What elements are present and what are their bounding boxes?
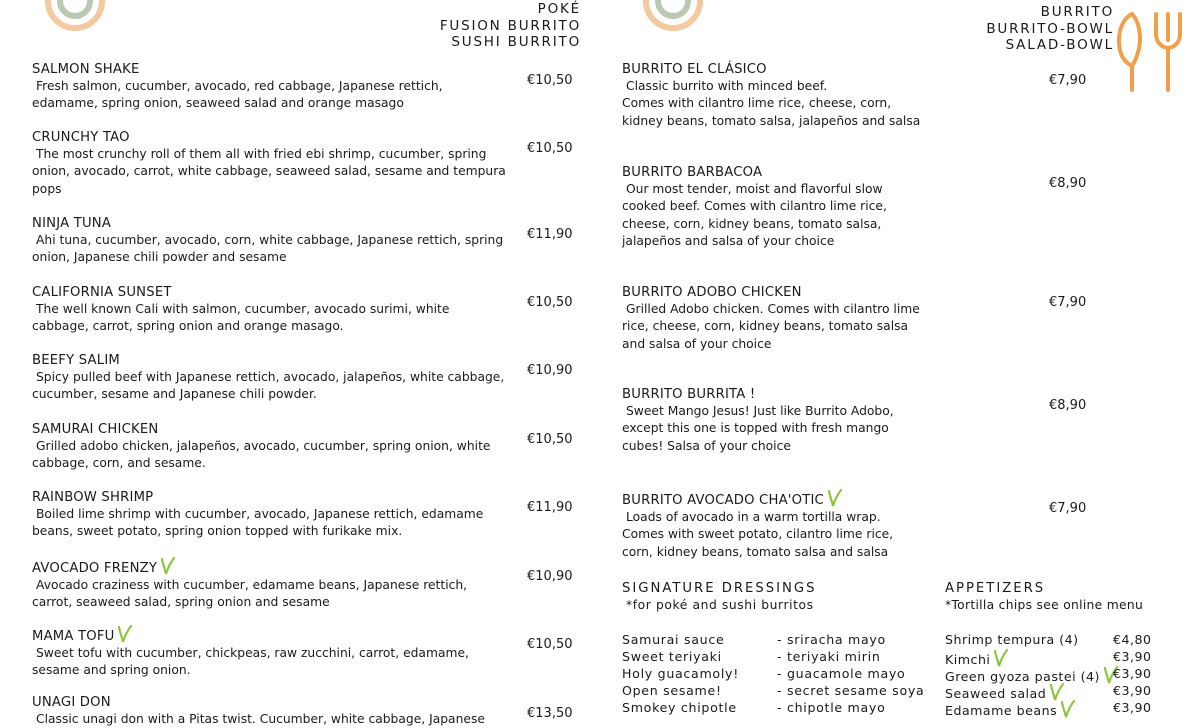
vegan-leaf-icon: [159, 557, 175, 575]
item-description: cabbage, corn, and sesame.: [32, 456, 206, 471]
appetizer-name-text: Kimchi: [945, 652, 991, 667]
item-description: cabbage, carrot, spring onion and orange masago.: [32, 319, 344, 334]
appetizer-name-text: Green gyoza pastei (4): [945, 669, 1100, 684]
header-line: POKÉ: [537, 1, 581, 17]
dressing-desc: - guacamole mayo: [777, 666, 906, 681]
item-description: cooked beef. Comes with cilantro lime rice,: [622, 199, 887, 214]
dressing-name: Holy guacamoly!: [622, 666, 739, 681]
vegan-leaf-icon: [116, 625, 132, 643]
appetizer-price: €4,80: [1113, 632, 1152, 647]
item-name: [622, 61, 932, 78]
menu-item: [622, 284, 932, 353]
item-name-text: CALIFORNIA SUNSET: [32, 285, 172, 300]
dressings-title: SIGNATURE DRESSINGS: [622, 581, 817, 596]
item-name: [32, 284, 522, 301]
vegan-leaf-icon: [1059, 700, 1075, 718]
item-price: €11,90: [527, 227, 573, 242]
item-description: onion, avocado, carrot, white cabbage, seaweed salad, sesame and tempura: [32, 164, 506, 179]
dressing-name: Smokey chipotle: [622, 700, 737, 715]
item-name-text: BURRITO AVOCADO CHA'OTIC: [622, 493, 824, 508]
item-name-text: BURRITO BURRITA !: [622, 387, 756, 402]
item-name: [32, 489, 522, 506]
item-price: €7,90: [1049, 295, 1087, 310]
item-description: Our most tender, moist and flavorful slow: [626, 182, 883, 197]
dressing-row: [622, 683, 942, 700]
appetizer-name: [945, 666, 1118, 684]
brand-logo: [44, 0, 106, 32]
appetizer-name: [945, 683, 1064, 701]
header-line: BURRITO-BOWL: [986, 20, 1114, 37]
item-name: [32, 61, 522, 78]
dressing-name: Sweet teriyaki: [622, 649, 722, 664]
item-name-text: MAMA TOFU: [32, 629, 115, 644]
item-name-text: UNAGI DON: [32, 695, 111, 710]
item-description: Classic unagi don with a Pitas twist. Cucumber, white cabbage, Japanese: [36, 712, 485, 727]
dressing-name: Open sesame!: [622, 683, 722, 698]
item-name: [32, 694, 522, 711]
dressing-desc: - secret sesame soya: [777, 683, 925, 698]
menu-item: [32, 489, 522, 541]
item-price: €7,90: [1049, 501, 1087, 516]
menu-item: [32, 61, 522, 113]
menu-item: [622, 61, 932, 130]
menu-item: [32, 352, 522, 404]
dressing-name: Samurai sauce: [622, 632, 725, 647]
appetizer-price: €3,90: [1113, 666, 1152, 681]
vegan-leaf-icon: [826, 489, 842, 507]
appetizer-row: [945, 666, 1195, 683]
item-description: edamame, spring onion, seaweed salad and orange masago: [32, 96, 404, 111]
item-price: €13,50: [527, 706, 573, 721]
dressing-row: [622, 649, 942, 666]
item-name: [622, 164, 932, 181]
header-line: FUSION BURRITO: [439, 17, 581, 34]
item-description: pops: [32, 181, 62, 196]
item-description: cucumber, sesame and Japanese chili powder.: [32, 387, 317, 402]
item-description: sesame and spring onion.: [32, 663, 191, 678]
item-description: and salsa of your choice: [622, 336, 772, 351]
dressing-row: [622, 700, 942, 717]
item-price: €8,90: [1049, 176, 1087, 191]
item-description: cheese, corn, kidney beans, tomato salsa,: [622, 216, 882, 231]
item-price: €7,90: [1049, 73, 1087, 88]
appetizer-price: €3,90: [1113, 683, 1152, 698]
fork-spoon-icon: [1114, 10, 1186, 94]
item-price: €10,50: [527, 637, 573, 652]
item-name-text: BEEFY SALIM: [32, 353, 120, 368]
appetizer-name: [945, 649, 1008, 667]
dressing-row: [622, 632, 942, 649]
item-description: Loads of avocado in a warm tortilla wrap.: [626, 510, 881, 525]
item-description: cubes! Salsa of your choice: [622, 438, 791, 453]
dressing-row: [622, 666, 942, 683]
item-price: €11,90: [527, 500, 573, 515]
appetizer-name: [945, 632, 1079, 647]
menu-item: [32, 215, 522, 267]
item-description: rice, cheese, corn, kidney beans, tomato salsa: [622, 319, 909, 334]
appetizer-row: [945, 700, 1195, 717]
item-description: The well known Cali with salmon, cucumber, avocado surimi, white: [36, 302, 450, 317]
item-name-text: SALMON SHAKE: [32, 62, 140, 77]
item-name-text: NINJA TUNA: [32, 216, 112, 231]
item-name: [622, 386, 932, 403]
appetizer-name: [945, 700, 1075, 718]
item-price: €10,90: [527, 363, 573, 378]
item-name: [622, 284, 932, 301]
appetizers-title: APPETIZERS: [945, 581, 1046, 596]
item-price: €8,90: [1049, 398, 1087, 413]
appetizer-name-text: Seaweed salad: [945, 686, 1047, 701]
appetizer-price: €3,90: [1113, 649, 1152, 664]
dressing-desc: - chipotle mayo: [777, 700, 886, 715]
item-price: €10,50: [527, 141, 573, 156]
vegan-leaf-icon: [992, 649, 1008, 667]
item-description: Fresh salmon, cucumber, avocado, red cabbage, Japanese rettich,: [36, 79, 443, 94]
item-name: [32, 129, 522, 146]
item-description: Comes with cilantro lime rice, cheese, corn,: [622, 96, 892, 111]
vegan-leaf-icon: [1048, 683, 1064, 701]
item-description: Sweet Mango Jesus! Just like Burrito Adobo,: [626, 404, 894, 419]
dressing-desc: - sriracha mayo: [777, 632, 886, 647]
item-description: onion, Japanese chili powder and sesame: [32, 250, 287, 265]
item-description: Boiled lime shrimp with cucumber, avocado, Japanese rettich, edamame: [36, 507, 484, 522]
item-name: [32, 557, 522, 577]
dressing-desc: - teriyaki mirin: [777, 649, 881, 664]
right-category-header: [986, 4, 1114, 54]
item-price: €10,90: [527, 569, 573, 584]
item-name-text: SAMURAI CHICKEN: [32, 422, 159, 437]
appetizer-row: [945, 649, 1195, 666]
item-name-text: BURRITO ADOBO CHICKEN: [622, 285, 802, 300]
item-description: kidney beans, tomato salsa, jalapeños and salsa: [622, 113, 921, 128]
item-description: beans, sweet potato, spring onion topped with furikake mix.: [32, 524, 403, 539]
item-description: corn, kidney beans, tomato salsa and salsa: [622, 544, 889, 559]
item-name-text: BURRITO EL CLÁSICO: [622, 62, 767, 77]
menu-item: [622, 386, 932, 455]
menu-item: [622, 164, 932, 250]
menu-item: [32, 421, 522, 473]
item-price: €10,50: [527, 432, 573, 447]
item-description: Avocado craziness with cucumber, edamame beans, Japanese rettich,: [36, 578, 468, 593]
item-description: jalapeños and salsa of your choice: [622, 233, 835, 248]
header-line: SALAD-BOWL: [1005, 37, 1114, 53]
appetizer-row: [945, 683, 1195, 700]
item-name-text: AVOCADO FRENZY: [32, 561, 158, 576]
item-name: [622, 489, 932, 509]
menu-item: [32, 694, 522, 728]
item-description: carrot, seaweed salad, spring onion and sesame: [32, 595, 330, 610]
item-description: Grilled adobo chicken, jalapeños, avocado, cucumber, spring onion, white: [36, 439, 491, 454]
menu-item: [32, 284, 522, 336]
appetizer-price: €3,90: [1113, 700, 1152, 715]
appetizer-name-text: Edamame beans: [945, 703, 1058, 718]
header-line: BURRITO: [1040, 4, 1114, 20]
header-line: SUSHI BURRITO: [451, 34, 581, 50]
item-description: except this one is topped with fresh mango: [622, 421, 889, 436]
left-category-header: [440, 1, 581, 51]
appetizers-subtitle: *Tortilla chips see online menu: [945, 598, 1144, 612]
appetizer-row: [945, 632, 1195, 649]
item-description: Grilled Adobo chicken. Comes with cilantro lime: [626, 302, 920, 317]
menu-item: [32, 129, 522, 198]
appetizer-name-text: Shrimp tempura (4): [945, 632, 1079, 647]
item-description: Spicy pulled beef with Japanese rettich, avocado, jalapeños, white cabbage,: [36, 370, 505, 385]
item-name: [32, 352, 522, 369]
item-name-text: RAINBOW SHRIMP: [32, 490, 154, 505]
menu-item: [32, 557, 522, 612]
item-name: [32, 215, 522, 232]
item-name-text: BURRITO BARBACOA: [622, 165, 763, 180]
menu-item: [32, 625, 522, 680]
item-description: Ahi tuna, cucumber, avocado, corn, white cabbage, Japanese rettich, spring: [36, 233, 504, 248]
dressings-subtitle: *for poké and sushi burritos: [626, 598, 814, 612]
item-name: [32, 421, 522, 438]
item-description: Classic burrito with minced beef.: [626, 79, 828, 94]
item-name-text: CRUNCHY TAO: [32, 130, 130, 145]
item-description: Sweet tofu with cucumber, chickpeas, raw zucchini, carrot, edamame,: [36, 646, 469, 661]
item-name: [32, 625, 522, 645]
item-description: Comes with sweet potato, cilantro lime rice,: [622, 527, 894, 542]
item-price: €10,50: [527, 73, 573, 88]
item-description: The most crunchy roll of them all with fried ebi shrimp, cucumber, spring: [36, 147, 487, 162]
brand-logo-right: [642, 0, 704, 32]
menu-item: [622, 489, 932, 561]
item-price: €10,50: [527, 295, 573, 310]
